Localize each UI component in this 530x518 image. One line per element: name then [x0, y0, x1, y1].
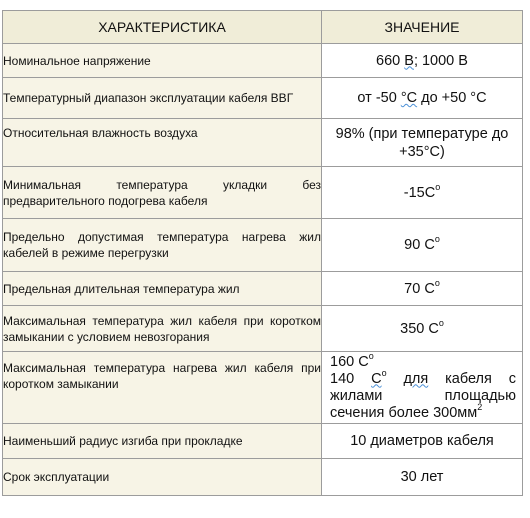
table-row — [3, 78, 523, 119]
value-word: для — [403, 370, 429, 387]
table-row — [3, 219, 523, 272]
header-value: ЗНАЧЕНИЕ — [322, 11, 523, 44]
row-name: Температурный диапазон эксплуатации кабеля ВВГ — [3, 78, 322, 119]
specifications-table — [2, 10, 523, 496]
table-row — [3, 352, 523, 424]
value-text: 70 С — [404, 280, 435, 297]
table-row — [3, 424, 523, 459]
row-value — [322, 78, 523, 119]
unit-text: С — [371, 370, 382, 387]
row-value — [322, 306, 523, 352]
table-row — [3, 306, 523, 352]
row-name: Предельная длительная температура жил — [3, 272, 322, 306]
degree-sup: о — [434, 234, 440, 245]
row-value — [322, 167, 523, 219]
table-row — [3, 44, 523, 78]
degree-sup: о — [381, 367, 387, 378]
value-text: 350 С — [400, 320, 439, 337]
value-part: В — [404, 52, 414, 69]
value-part: ; 1000 В — [413, 52, 468, 69]
table-row — [3, 272, 523, 306]
square-sup: 2 — [477, 401, 483, 412]
table-row — [3, 167, 523, 219]
value-line — [330, 388, 516, 405]
value-part: 660 — [376, 52, 405, 69]
row-value — [322, 44, 523, 78]
value-word: площадью — [444, 387, 516, 404]
row-value: 98% (при температуре до +35°C) — [322, 119, 523, 167]
value-word: жилами — [330, 387, 383, 404]
value-word: кабеля — [445, 370, 492, 387]
row-name: Максимальная температура жил кабеля при коротком замыкании с условием невозгорания — [3, 306, 322, 352]
value-word: с — [508, 370, 516, 387]
value-word: 140 — [330, 370, 355, 387]
row-value: 10 диаметров кабеля — [322, 424, 523, 459]
value-word — [371, 367, 387, 388]
table-row — [3, 459, 523, 496]
row-name: Срок эксплуатации — [3, 459, 322, 496]
value-line — [330, 401, 516, 422]
header-characteristic: ХАРАКТЕРИСТИКА — [3, 11, 322, 44]
degree-sup: о — [435, 181, 441, 192]
value-text: сечения более 300мм — [330, 404, 478, 421]
degree-sup: о — [434, 277, 440, 288]
row-name: Максимальная температура нагрева жил кабеля при коротком замыкании — [3, 352, 322, 424]
row-name: Наименьший радиус изгиба при прокладке — [3, 424, 322, 459]
row-value: 30 лет — [322, 459, 523, 496]
value-text: 160 С — [330, 353, 369, 370]
value-text: 90 С — [404, 237, 435, 253]
degree-sup: о — [438, 317, 444, 328]
row-name: Номинальное напряжение — [3, 44, 322, 78]
value-text: -15С — [403, 184, 436, 201]
value-part: °C — [400, 90, 418, 106]
value-part: до +50 °C — [417, 90, 487, 106]
value-part: от -50 — [357, 90, 401, 106]
degree-sup: о — [368, 350, 374, 361]
header-row — [3, 11, 523, 44]
row-name: Относительная влажность воздуха — [3, 119, 322, 167]
row-value — [322, 352, 523, 424]
row-value — [322, 219, 523, 272]
table-row — [3, 119, 523, 167]
row-name: Предельно допустимая температура нагрева жил кабелей в режиме перегрузки — [3, 219, 322, 272]
row-name: Минимальная температура укладки без предварительного подогрева кабеля — [3, 167, 322, 219]
row-value — [322, 272, 523, 306]
value-line — [330, 367, 516, 388]
value-line — [330, 350, 516, 371]
